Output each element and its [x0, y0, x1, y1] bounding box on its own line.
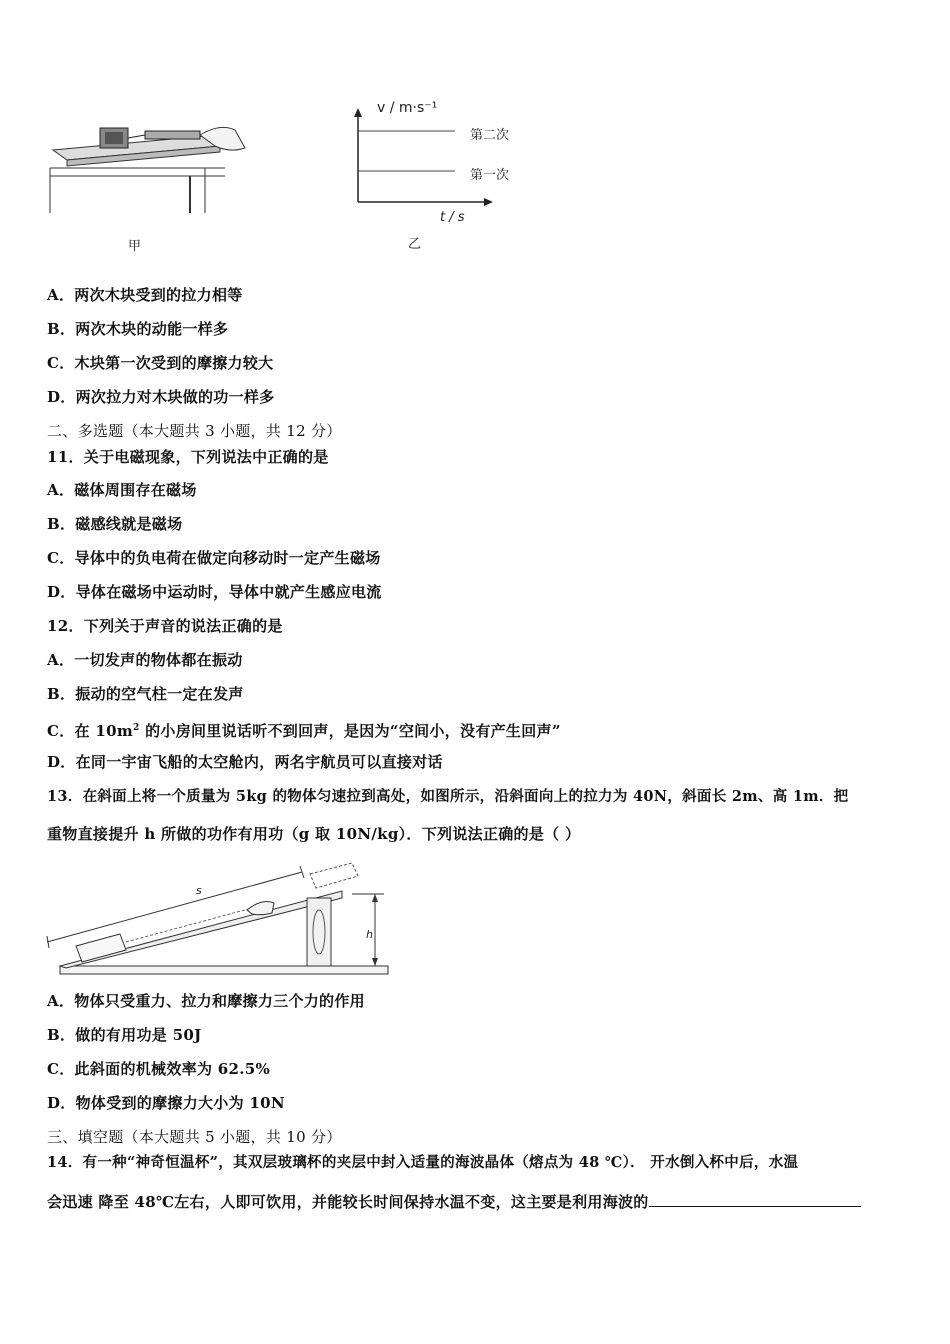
- q12-option-c-sup: 2: [133, 723, 140, 733]
- figure-jia-table-block: [45, 118, 265, 218]
- graph-line-lower-label: 第一次: [470, 168, 510, 183]
- q13-stem-line2: 重物直接提升 h 所做的功作有用功（g 取 10N/kg）．下列说法正确的是（ ）: [47, 825, 581, 843]
- q10-option-d: D．两次拉力对木块做的功一样多: [47, 388, 275, 406]
- graph-line-upper-label: 第二次: [470, 128, 510, 143]
- q12-option-a: A．一切发声的物体都在振动: [47, 651, 243, 669]
- q10-option-c: C．木块第一次受到的摩擦力较大: [47, 354, 274, 372]
- section-3-header: 三、填空题（本大题共 5 小题，共 10 分）: [47, 1128, 342, 1146]
- q14-line1: 14．有一种“神奇恒温杯”，其双层玻璃杯的夹层中封入适量的海波晶体（熔点为 48 ℃）． 开水倒入杯中后，水温: [47, 1154, 799, 1171]
- incline-height-label: h: [366, 928, 373, 941]
- figure-jia-label: 甲: [128, 239, 142, 254]
- q13-option-b: B．做的有用功是 50J: [47, 1026, 202, 1044]
- graph-x-axis-label: t / s: [440, 210, 465, 225]
- q11-stem: 11．关于电磁现象，下列说法中正确的是: [47, 448, 329, 466]
- q11-option-a: A．磁体周围存在磁场: [47, 481, 197, 499]
- q10-option-a: A．两次木块受到的拉力相等: [47, 286, 243, 304]
- q12-option-c-pre: C．在 10m: [47, 722, 134, 740]
- incline-slope-label: s: [196, 884, 202, 897]
- q13-option-c: C．此斜面的机械效率为 62.5%: [47, 1060, 271, 1078]
- q13-option-d: D．物体受到的摩擦力大小为 10N: [47, 1094, 285, 1112]
- q12-option-c-post: 的小房间里说话听不到回声，是因为“空间小，没有产生回声”: [139, 722, 561, 740]
- q14-answer-blank[interactable]: [649, 1190, 861, 1207]
- q12-option-c: [47, 718, 561, 741]
- q13-stem-line1: 13．在斜面上将一个质量为 5kg 的物体匀速拉到高处，如图所示，沿斜面向上的拉力为 40N，斜面长 2m、高 1m．把: [47, 788, 849, 805]
- q14-line2-text: 会迅速 降至 48℃左右，人即可饮用，并能较长时间保持水温不变，这主要是利用海波的: [47, 1193, 649, 1211]
- q14-line2: [47, 1190, 861, 1212]
- q12-option-d: D．在同一宇宙飞船的太空舱内，两名宇航员可以直接对话: [47, 753, 443, 771]
- q11-option-b: B．磁感线就是磁场: [47, 515, 183, 533]
- q11-option-c: C．导体中的负电荷在做定向移动时一定产生磁场: [47, 549, 381, 567]
- q11-option-d: D．导体在磁场中运动时，导体中就产生感应电流: [47, 583, 382, 601]
- figure-yi-label: 乙: [408, 237, 422, 252]
- q12-stem: 12．下列关于声音的说法正确的是: [47, 617, 283, 635]
- figure-yi-vt-graph: [345, 100, 535, 210]
- q12-option-b: B．振动的空气柱一定在发声: [47, 685, 244, 703]
- section-2-header: 二、多选题（本大题共 3 小题，共 12 分）: [47, 422, 342, 440]
- q13-option-a: A．物体只受重力、拉力和摩擦力三个力的作用: [47, 992, 365, 1010]
- graph-y-axis-label: v / m·s⁻¹: [377, 100, 438, 116]
- figure-incline: [42, 858, 397, 983]
- q10-option-b: B．两次木块的动能一样多: [47, 320, 229, 338]
